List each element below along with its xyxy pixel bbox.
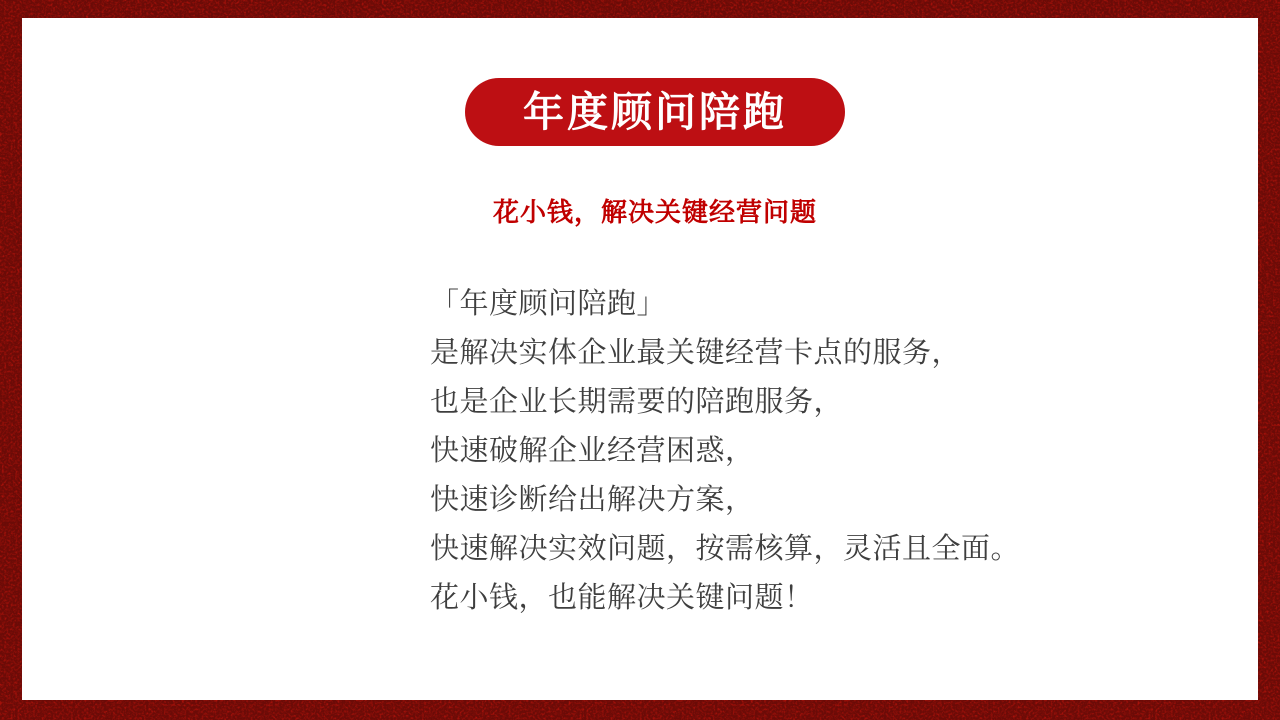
body-line: 快速破解企业经营困惑， <box>430 435 755 467</box>
slide-title: 年度顾问陪跑 <box>523 88 787 135</box>
body-line: 快速解决实效问题，按需核算，灵活且全面。 <box>430 533 1021 565</box>
body-line: 也是企业长期需要的陪跑服务， <box>430 386 844 418</box>
body-line: 花小钱，也能解决关键问题！ <box>430 582 814 614</box>
body-line: 快速诊断给出解决方案， <box>430 484 755 516</box>
title-badge <box>465 78 845 146</box>
body-line: 「年度顾问陪跑」 <box>430 288 667 320</box>
body-line: 是解决实体企业最关键经营卡点的服务， <box>430 337 962 369</box>
slide-subtitle: 花小钱，解决关键经营问题 <box>492 197 817 227</box>
body-text <box>430 280 1050 623</box>
